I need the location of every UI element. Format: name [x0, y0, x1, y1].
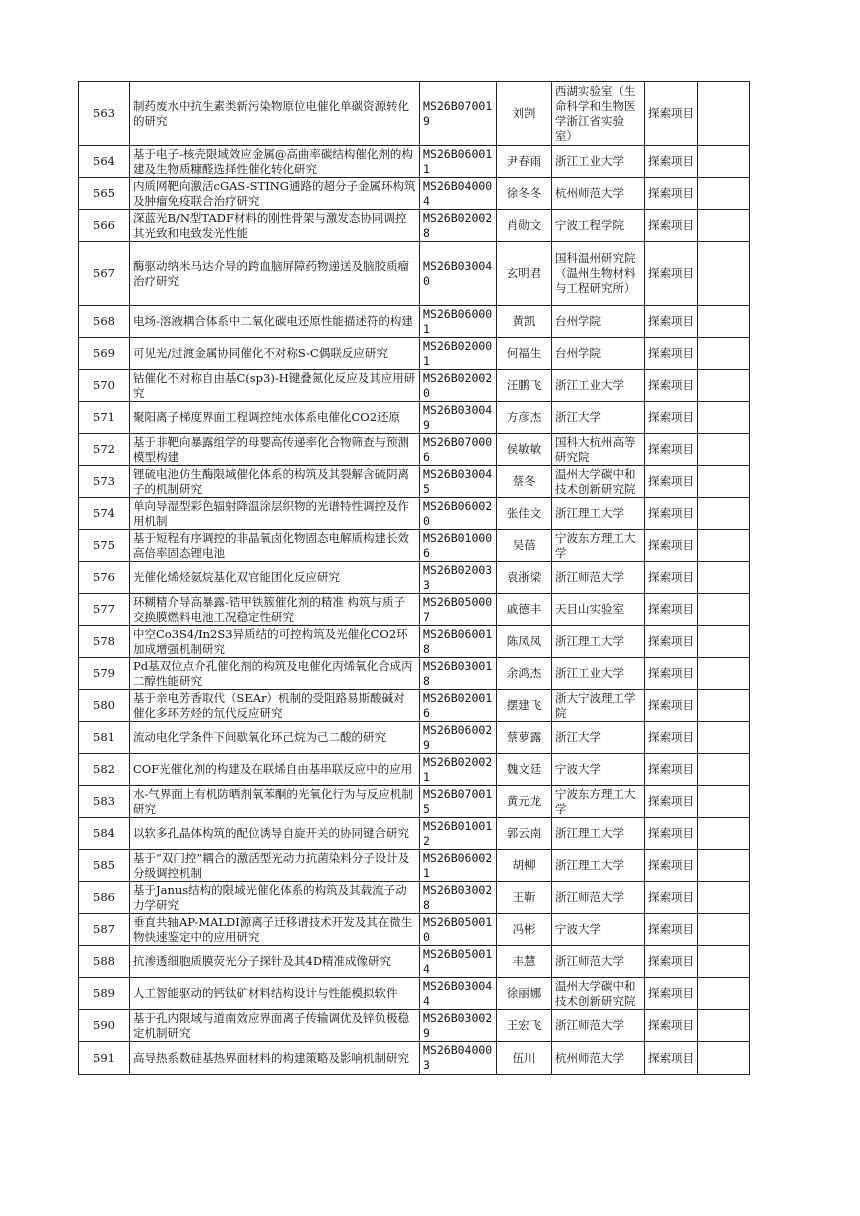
project-type: 探索项目 — [645, 562, 698, 594]
project-type: 探索项目 — [645, 978, 698, 1010]
project-title: Pd基双位点介孔催化剂的构筑及电催化丙烯氧化合成丙二醇性能研究 — [130, 658, 420, 690]
table-row — [79, 818, 750, 850]
institution: 台州学院 — [552, 306, 645, 338]
project-type: 探索项目 — [645, 818, 698, 850]
principal-investigator: 方彦杰 — [497, 402, 552, 434]
project-title: 制药废水中抗生素类新污染物原位电催化单碳资源转化的研究 — [130, 82, 420, 146]
institution: 温州大学碳中和技术创新研究院 — [552, 978, 645, 1010]
principal-investigator: 冯彬 — [497, 914, 552, 946]
blank-cell — [698, 786, 750, 818]
blank-cell — [698, 818, 750, 850]
table-row — [79, 306, 750, 338]
institution: 杭州师范大学 — [552, 1042, 645, 1075]
principal-investigator: 黄凯 — [497, 306, 552, 338]
project-type: 探索项目 — [645, 594, 698, 626]
row-number: 578 — [79, 626, 130, 658]
blank-cell — [698, 1010, 750, 1042]
blank-cell — [698, 722, 750, 754]
project-type: 探索项目 — [645, 690, 698, 722]
project-type: 探索项目 — [645, 786, 698, 818]
row-number: 568 — [79, 306, 130, 338]
project-title: 高导热系数硅基热界面材料的构建策略及影响机制研究 — [130, 1042, 420, 1075]
table-row — [79, 210, 750, 242]
project-title: 酶驱动纳米马达介导的跨血脑屏障药物递送及脑胶质瘤治疗研究 — [130, 242, 420, 306]
table-row — [79, 434, 750, 466]
table-row — [79, 1042, 750, 1075]
blank-cell — [698, 466, 750, 498]
principal-investigator: 郭云南 — [497, 818, 552, 850]
row-number: 573 — [79, 466, 130, 498]
project-code: MS26B030045 — [420, 466, 497, 498]
project-title: 基于亲电芳香取代（SEAr）机制的受阻路易斯酸碱对催化多环芳烃的氘代反应研究 — [130, 690, 420, 722]
project-title: 中空Co3S4/In2S3异质结的可控构筑及光催化CO2环加成增强机制研究 — [130, 626, 420, 658]
project-title: 环糊精介导高暴露-锆甲铁簇催化剂的精准 构筑与质子交换膜燃料电池工况稳定性研究 — [130, 594, 420, 626]
principal-investigator: 余鸿杰 — [497, 658, 552, 690]
institution: 浙江理工大学 — [552, 626, 645, 658]
project-title: 聚阳离子梯度界面工程调控纯水体系电催化CO2还原 — [130, 402, 420, 434]
project-title: 钴催化不对称自由基C(sp3)-H键叠氮化反应及其应用研究 — [130, 370, 420, 402]
project-title: 光催化烯烃氨烷基化双官能团化反应研究 — [130, 562, 420, 594]
project-code: MS26B020001 — [420, 338, 497, 370]
table-row — [79, 370, 750, 402]
project-title: 深蓝光B/N型TADF材料的刚性骨架与激发态协同调控其光致和电致发光性能 — [130, 210, 420, 242]
project-code: MS26B060011 — [420, 146, 497, 178]
project-code: MS26B070015 — [420, 786, 497, 818]
principal-investigator: 张佳文 — [497, 498, 552, 530]
institution: 国科温州研究院（温州生物材料与工程研究所） — [552, 242, 645, 306]
institution: 西湖实验室（生命科学和生物医学浙江省实验室） — [552, 82, 645, 146]
row-number: 586 — [79, 882, 130, 914]
principal-investigator: 蔡萝露 — [497, 722, 552, 754]
row-number: 576 — [79, 562, 130, 594]
project-title: 内质网靶向激活cGAS-STING通路的超分子金属环构筑及肿瘤免疫联合治疗研究 — [130, 178, 420, 210]
project-type: 探索项目 — [645, 370, 698, 402]
blank-cell — [698, 178, 750, 210]
project-title: 基于Janus结构的限域光催化体系的构筑及其载流子动力学研究 — [130, 882, 420, 914]
row-number: 571 — [79, 402, 130, 434]
principal-investigator: 刘剀 — [497, 82, 552, 146]
table-row — [79, 786, 750, 818]
project-type: 探索项目 — [645, 1042, 698, 1075]
table-row — [79, 562, 750, 594]
table-row — [79, 498, 750, 530]
row-number: 584 — [79, 818, 130, 850]
project-title: 抗渗透细胞质膜荧光分子探针及其4D精准成像研究 — [130, 946, 420, 978]
project-code: MS26B060021 — [420, 850, 497, 882]
project-code: MS26B020033 — [420, 562, 497, 594]
project-code: MS26B030018 — [420, 658, 497, 690]
blank-cell — [698, 978, 750, 1010]
row-number: 574 — [79, 498, 130, 530]
table-row — [79, 594, 750, 626]
project-code: MS26B030044 — [420, 978, 497, 1010]
project-title: 垂直共轴AP-MALDI源离子迁移谱技术开发及其在微生物快速鉴定中的应用研究 — [130, 914, 420, 946]
principal-investigator: 黄元龙 — [497, 786, 552, 818]
project-code: MS26B050007 — [420, 594, 497, 626]
principal-investigator: 丰慧 — [497, 946, 552, 978]
project-title: 基于非靶向暴露组学的母婴高传递率化合物筛查与预测模型构建 — [130, 434, 420, 466]
blank-cell — [698, 594, 750, 626]
principal-investigator: 陈凤凤 — [497, 626, 552, 658]
blank-cell — [698, 882, 750, 914]
row-number: 577 — [79, 594, 130, 626]
row-number: 580 — [79, 690, 130, 722]
principal-investigator: 摆建飞 — [497, 690, 552, 722]
institution: 浙江师范大学 — [552, 1010, 645, 1042]
table-row — [79, 338, 750, 370]
project-title: 流动电化学条件下间歇氧化环己烷为己二酸的研究 — [130, 722, 420, 754]
principal-investigator: 汪鹏飞 — [497, 370, 552, 402]
institution: 宁波东方理工大学 — [552, 530, 645, 562]
principal-investigator: 王宏飞 — [497, 1010, 552, 1042]
row-number: 569 — [79, 338, 130, 370]
project-title: 单向导湿型彩色辐射降温涂层织物的光谱特性调控及作用机制 — [130, 498, 420, 530]
blank-cell — [698, 370, 750, 402]
project-code: MS26B060001 — [420, 306, 497, 338]
project-type: 探索项目 — [645, 914, 698, 946]
table-body — [79, 82, 750, 1075]
table-row — [79, 466, 750, 498]
institution: 浙江大学 — [552, 722, 645, 754]
project-code: MS26B040003 — [420, 1042, 497, 1075]
principal-investigator: 尹春雨 — [497, 146, 552, 178]
principal-investigator: 徐冬冬 — [497, 178, 552, 210]
principal-investigator: 戚德丰 — [497, 594, 552, 626]
institution: 浙大宁波理工学院 — [552, 690, 645, 722]
row-number: 582 — [79, 754, 130, 786]
blank-cell — [698, 530, 750, 562]
institution: 浙江师范大学 — [552, 562, 645, 594]
table-row — [79, 850, 750, 882]
institution: 浙江工业大学 — [552, 146, 645, 178]
blank-cell — [698, 946, 750, 978]
project-title: 以软多孔晶体构筑的配位诱导自旋开关的协同键合研究 — [130, 818, 420, 850]
table-row — [79, 978, 750, 1010]
row-number: 590 — [79, 1010, 130, 1042]
project-type: 探索项目 — [645, 658, 698, 690]
project-type: 探索项目 — [645, 530, 698, 562]
row-number: 588 — [79, 946, 130, 978]
institution: 宁波东方理工大学 — [552, 786, 645, 818]
project-code: MS26B070019 — [420, 82, 497, 146]
table-row — [79, 178, 750, 210]
table-row — [79, 402, 750, 434]
project-type: 探索项目 — [645, 242, 698, 306]
project-title: 电场-溶液耦合体系中二氧化碳电还原性能描述符的构建 — [130, 306, 420, 338]
project-code: MS26B050014 — [420, 946, 497, 978]
row-number: 583 — [79, 786, 130, 818]
institution: 宁波大学 — [552, 754, 645, 786]
project-title: 可见光/过渡金属协同催化不对称S-C偶联反应研究 — [130, 338, 420, 370]
project-title: 基于“双门控”耦合的激活型光动力抗菌染料分子设计及分级调控机制 — [130, 850, 420, 882]
project-type: 探索项目 — [645, 434, 698, 466]
institution: 浙江理工大学 — [552, 498, 645, 530]
project-type: 探索项目 — [645, 210, 698, 242]
project-code: MS26B020028 — [420, 210, 497, 242]
project-type: 探索项目 — [645, 626, 698, 658]
blank-cell — [698, 498, 750, 530]
institution: 浙江理工大学 — [552, 818, 645, 850]
project-type: 探索项目 — [645, 850, 698, 882]
row-number: 575 — [79, 530, 130, 562]
project-type: 探索项目 — [645, 1010, 698, 1042]
project-code: MS26B040004 — [420, 178, 497, 210]
blank-cell — [698, 402, 750, 434]
project-code: MS26B030028 — [420, 882, 497, 914]
project-code: MS26B030040 — [420, 242, 497, 306]
row-number: 591 — [79, 1042, 130, 1075]
project-type: 探索项目 — [645, 466, 698, 498]
principal-investigator: 魏文廷 — [497, 754, 552, 786]
blank-cell — [698, 626, 750, 658]
blank-cell — [698, 242, 750, 306]
institution: 浙江工业大学 — [552, 370, 645, 402]
blank-cell — [698, 850, 750, 882]
institution: 浙江工业大学 — [552, 658, 645, 690]
table-row — [79, 914, 750, 946]
institution: 浙江大学 — [552, 402, 645, 434]
principal-investigator: 徐丽娜 — [497, 978, 552, 1010]
table-row — [79, 1010, 750, 1042]
blank-cell — [698, 146, 750, 178]
project-code: MS26B050010 — [420, 914, 497, 946]
table-row — [79, 82, 750, 146]
blank-cell — [698, 754, 750, 786]
project-title: 基于电子-核壳限域效应金属@高曲率碳结构催化剂的构建及生物质糠醛选择性催化转化研究 — [130, 146, 420, 178]
project-type: 探索项目 — [645, 338, 698, 370]
blank-cell — [698, 210, 750, 242]
row-number: 587 — [79, 914, 130, 946]
table-row — [79, 626, 750, 658]
row-number: 567 — [79, 242, 130, 306]
principal-investigator: 吴蓓 — [497, 530, 552, 562]
blank-cell — [698, 658, 750, 690]
row-number: 565 — [79, 178, 130, 210]
blank-cell — [698, 690, 750, 722]
institution: 浙江师范大学 — [552, 946, 645, 978]
project-type: 探索项目 — [645, 402, 698, 434]
row-number: 564 — [79, 146, 130, 178]
project-type: 探索项目 — [645, 146, 698, 178]
project-code: MS26B030049 — [420, 402, 497, 434]
row-number: 563 — [79, 82, 130, 146]
blank-cell — [698, 434, 750, 466]
table-row — [79, 242, 750, 306]
project-code: MS26B060020 — [420, 498, 497, 530]
project-type: 探索项目 — [645, 178, 698, 210]
project-title: 水-气界面上有机防晒剂氧苯酮的光氧化行为与反应机制研究 — [130, 786, 420, 818]
principal-investigator: 肖勋文 — [497, 210, 552, 242]
table-row — [79, 946, 750, 978]
project-type: 探索项目 — [645, 946, 698, 978]
project-title: 基于短程有序调控的非晶氧卤化物固态电解质构建长效高倍率固态锂电池 — [130, 530, 420, 562]
project-code: MS26B020016 — [420, 690, 497, 722]
project-code: MS26B060029 — [420, 722, 497, 754]
principal-investigator: 何福生 — [497, 338, 552, 370]
institution: 温州大学碳中和技术创新研究院 — [552, 466, 645, 498]
blank-cell — [698, 306, 750, 338]
project-type: 探索项目 — [645, 722, 698, 754]
principal-investigator: 胡柳 — [497, 850, 552, 882]
project-code: MS26B010012 — [420, 818, 497, 850]
institution: 宁波大学 — [552, 914, 645, 946]
project-type: 探索项目 — [645, 82, 698, 146]
institution: 台州学院 — [552, 338, 645, 370]
institution: 杭州师范大学 — [552, 178, 645, 210]
project-type: 探索项目 — [645, 754, 698, 786]
project-title: 人工智能驱动的钙钛矿材料结构设计与性能模拟软件 — [130, 978, 420, 1010]
table-row — [79, 530, 750, 562]
row-number: 585 — [79, 850, 130, 882]
row-number: 572 — [79, 434, 130, 466]
table-row — [79, 722, 750, 754]
row-number: 570 — [79, 370, 130, 402]
row-number: 581 — [79, 722, 130, 754]
project-table — [78, 81, 750, 1075]
principal-investigator: 袁浙梁 — [497, 562, 552, 594]
principal-investigator: 玄明君 — [497, 242, 552, 306]
institution: 国科大杭州高等研究院 — [552, 434, 645, 466]
project-type: 探索项目 — [645, 882, 698, 914]
principal-investigator: 伍川 — [497, 1042, 552, 1075]
table-row — [79, 882, 750, 914]
institution: 宁波工程学院 — [552, 210, 645, 242]
principal-investigator: 侯敏敏 — [497, 434, 552, 466]
row-number: 566 — [79, 210, 130, 242]
institution: 天目山实验室 — [552, 594, 645, 626]
project-title: COF光催化剂的构建及在联烯自由基串联反应中的应用 — [130, 754, 420, 786]
table-row — [79, 690, 750, 722]
institution: 浙江师范大学 — [552, 882, 645, 914]
blank-cell — [698, 562, 750, 594]
blank-cell — [698, 82, 750, 146]
project-code: MS26B060018 — [420, 626, 497, 658]
project-code: MS26B030029 — [420, 1010, 497, 1042]
principal-investigator: 蔡冬 — [497, 466, 552, 498]
project-code: MS26B020021 — [420, 754, 497, 786]
blank-cell — [698, 914, 750, 946]
project-code: MS26B010006 — [420, 530, 497, 562]
table-row — [79, 754, 750, 786]
institution: 浙江理工大学 — [552, 850, 645, 882]
table-row — [79, 658, 750, 690]
blank-cell — [698, 338, 750, 370]
blank-cell — [698, 1042, 750, 1075]
project-code: MS26B020020 — [420, 370, 497, 402]
project-title: 锂硫电池仿生酶限域催化体系的构筑及其裂解含硫阴离子的机制研究 — [130, 466, 420, 498]
principal-investigator: 王靳 — [497, 882, 552, 914]
table-row — [79, 146, 750, 178]
row-number: 589 — [79, 978, 130, 1010]
project-type: 探索项目 — [645, 306, 698, 338]
row-number: 579 — [79, 658, 130, 690]
project-type: 探索项目 — [645, 498, 698, 530]
project-title: 基于孔内限域与道南效应界面离子传输调优及锌负极稳定机制研究 — [130, 1010, 420, 1042]
project-code: MS26B070006 — [420, 434, 497, 466]
